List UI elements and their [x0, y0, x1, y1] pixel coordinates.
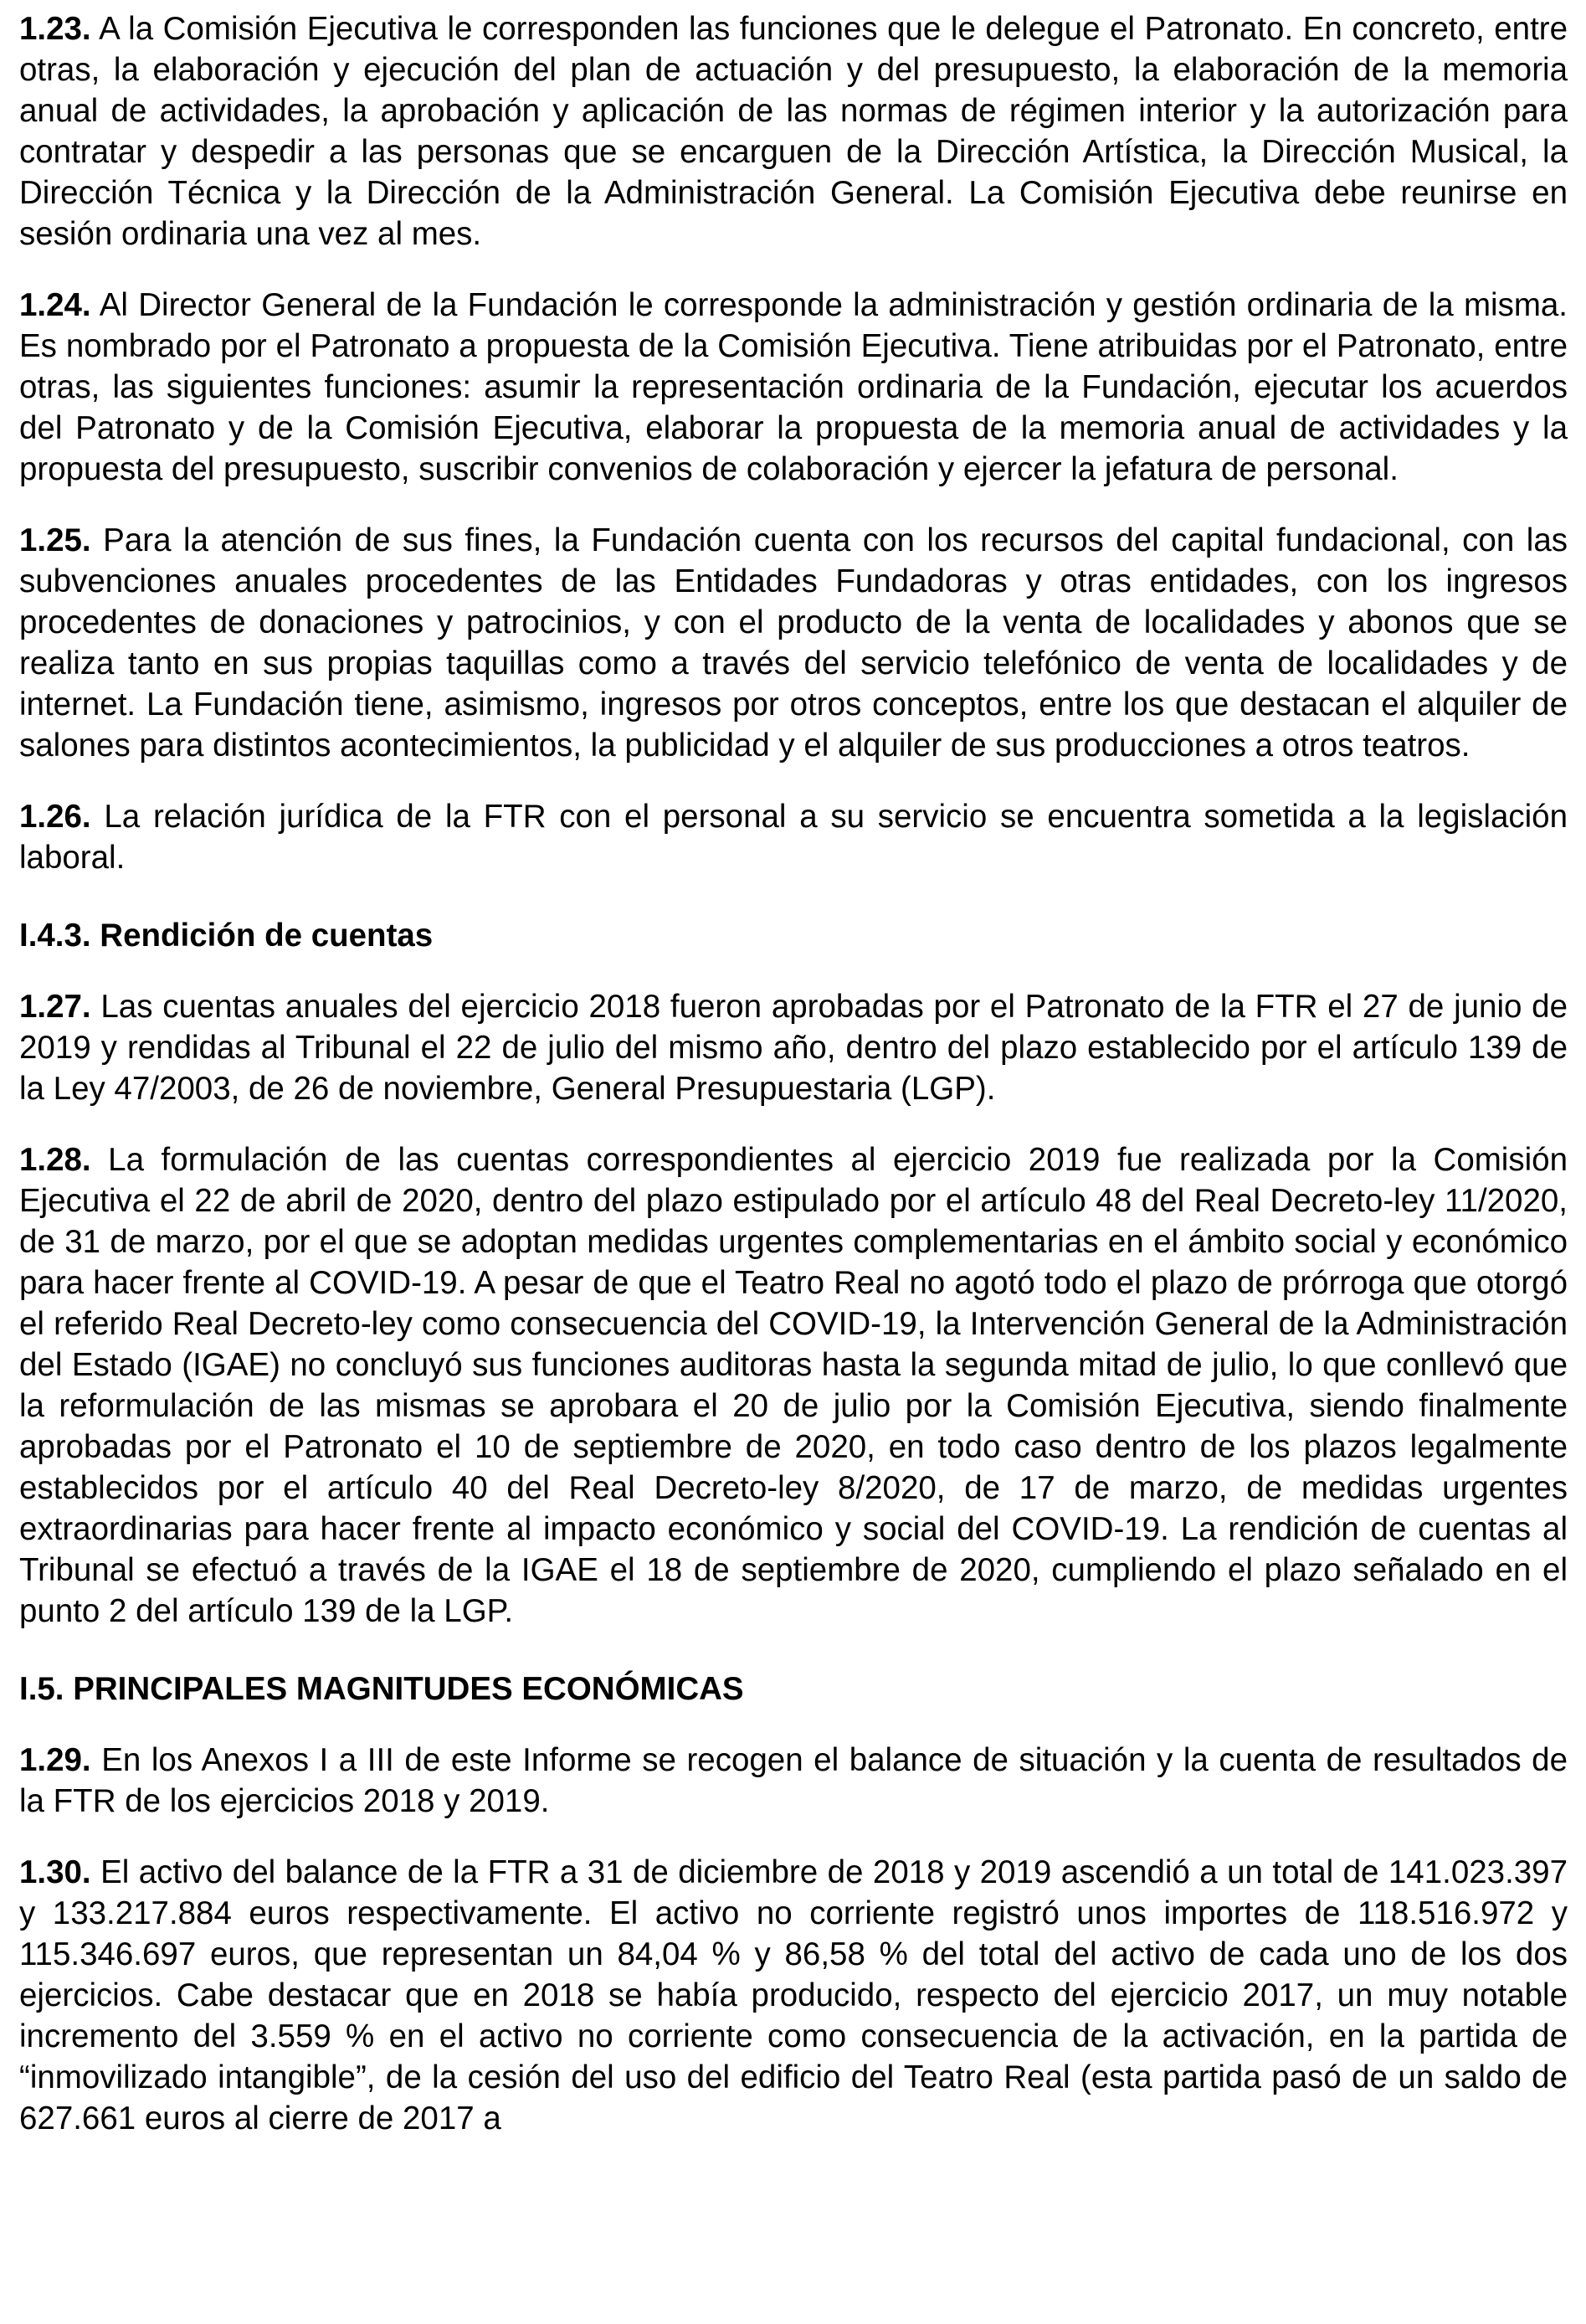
section-heading-principales-magnitudes: I.5. PRINCIPALES MAGNITUDES ECONÓMICAS	[19, 1671, 744, 1707]
paragraph-number: 1.25.	[19, 522, 91, 558]
paragraph-number: 1.28.	[19, 1142, 91, 1178]
paragraph-text: Al Director General de la Fundación le corresponde la administración y gestión ordinaria de la misma. Es nombrado por el Patronato a propuesta de la Comisión Ejecutiva. Tiene atribuidas por el Patronato, entre otras, las siguientes funciones: asumir la representación ordinaria de la Fundación, ejecutar los acuerdos del Patronato y de la Comisión Ejecutiva, elaborar la propuesta de la memoria anual de actividades y la propuesta del presupuesto, suscribir convenios de colaboración y ejercer la jefatura de personal.	[19, 287, 1568, 487]
paragraph-text: Las cuentas anuales del ejercicio 2018 fueron aprobadas por el Patronato de la FTR el 27 de junio de 2019 y rendidas al Tribunal el 22 de julio del mismo año, dentro del plazo establecido por el artículo 139 de la Ley 47/2003, de 26 de noviembre, General Presupuestaria (LGP).	[19, 989, 1568, 1107]
paragraph-text: La relación jurídica de la FTR con el personal a su servicio se encuentra sometida a la legislación laboral.	[19, 799, 1568, 876]
paragraph-text: Para la atención de sus fines, la Fundación cuenta con los recursos del capital fundacional, con las subvenciones anuales procedentes de las Entidades Fundadoras y otras entidades, con los ingresos procedentes de donaciones y patrocinios, y con el producto de la venta de localidades y abonos que se realiza tanto en sus propias taquillas como a través del servicio telefónico de venta de localidades y de internet. La Fundación tiene, asimismo, ingresos por otros conceptos, entre los que destacan el alquiler de salones para distintos acontecimientos, la publicidad y el alquiler de sus producciones a otros teatros.	[19, 522, 1568, 764]
paragraph-number: 1.27.	[19, 989, 91, 1025]
paragraph-1-26	[19, 796, 1568, 878]
paragraph-1-29	[19, 1740, 1568, 1822]
paragraph-number: 1.23.	[19, 11, 91, 47]
paragraph-number: 1.26.	[19, 799, 91, 835]
paragraph-text: En los Anexos I a III de este Informe se recogen el balance de situación y la cuenta de resultados de la FTR de los ejercicios 2018 y 2019.	[19, 1742, 1568, 1819]
paragraph-text: El activo del balance de la FTR a 31 de diciembre de 2018 y 2019 ascendió a un total de 141.023.397 y 133.217.884 euros respectivamente. El activo no corriente registró unos importes de 118.516.972 y 115.346.697 euros, que representan un 84,04 % y 86,58 % del total del activo de cada uno de los dos ejercicios. Cabe destacar que en 2018 se había producido, respecto del ejercicio 2017, un muy notable incremento del 3.559 % en el activo no corriente como consecuencia de la activación, en la partida de “inmovilizado intangible”, de la cesión del uso del edificio del Teatro Real (esta partida pasó de un saldo de 627.661 euros al cierre de 2017 a	[19, 1854, 1568, 2136]
paragraph-text: La formulación de las cuentas correspondientes al ejercicio 2019 fue realizada por la Comisión Ejecutiva el 22 de abril de 2020, dentro del plazo estipulado por el artículo 48 del Real Decreto-ley 11/2020, de 31 de marzo, por el que se adoptan medidas urgentes complementarias en el ámbito social y económico para hacer frente al COVID-19. A pesar de que el Teatro Real no agotó todo el plazo de prórroga que otorgó el referido Real Decreto-ley como consecuencia del COVID-19, la Intervención General de la Administración del Estado (IGAE) no concluyó sus funciones auditoras hasta la segunda mitad de julio, lo que conllevó que la reformulación de las mismas se aprobara el 20 de julio por la Comisión Ejecutiva, siendo finalmente aprobadas por el Patronato el 10 de septiembre de 2020, en todo caso dentro de los plazos legalmente establecidos por el artículo 40 del Real Decreto-ley 8/2020, de 17 de marzo, de medidas urgentes extraordinarias para hacer frente al impacto económico y social del COVID-19. La rendición de cuentas al Tribunal se efectuó a través de la IGAE el 18 de septiembre de 2020, cumpliendo el plazo señalado en el punto 2 del artículo 139 de la LGP.	[19, 1142, 1568, 1629]
paragraph-number: 1.30.	[19, 1854, 91, 1890]
paragraph-1-28	[19, 1139, 1568, 1632]
paragraph-number: 1.24.	[19, 287, 91, 323]
section-heading-rendicion-de-cuentas: I.4.3. Rendición de cuentas	[19, 918, 434, 954]
paragraph-1-24	[19, 285, 1568, 490]
paragraph-text: A la Comisión Ejecutiva le corresponden las funciones que le delegue el Patronato. En concreto, entre otras, la elaboración y ejecución del plan de actuación y del presupuesto, la elaboración de la memoria anual de actividades, la aprobación y aplicación de las normas de régimen interior y la autorización para contratar y despedir a las personas que se encarguen de la Dirección Artística, la Dirección Musical, la Dirección Técnica y la Dirección de la Administración General. La Comisión Ejecutiva debe reunirse en sesión ordinaria una vez al mes.	[19, 11, 1568, 252]
document-page	[19, 8, 1568, 2169]
paragraph-1-23	[19, 8, 1568, 255]
paragraph-1-30	[19, 1852, 1568, 2139]
paragraph-number: 1.29.	[19, 1742, 91, 1778]
paragraph-1-25	[19, 520, 1568, 766]
paragraph-1-27	[19, 986, 1568, 1109]
